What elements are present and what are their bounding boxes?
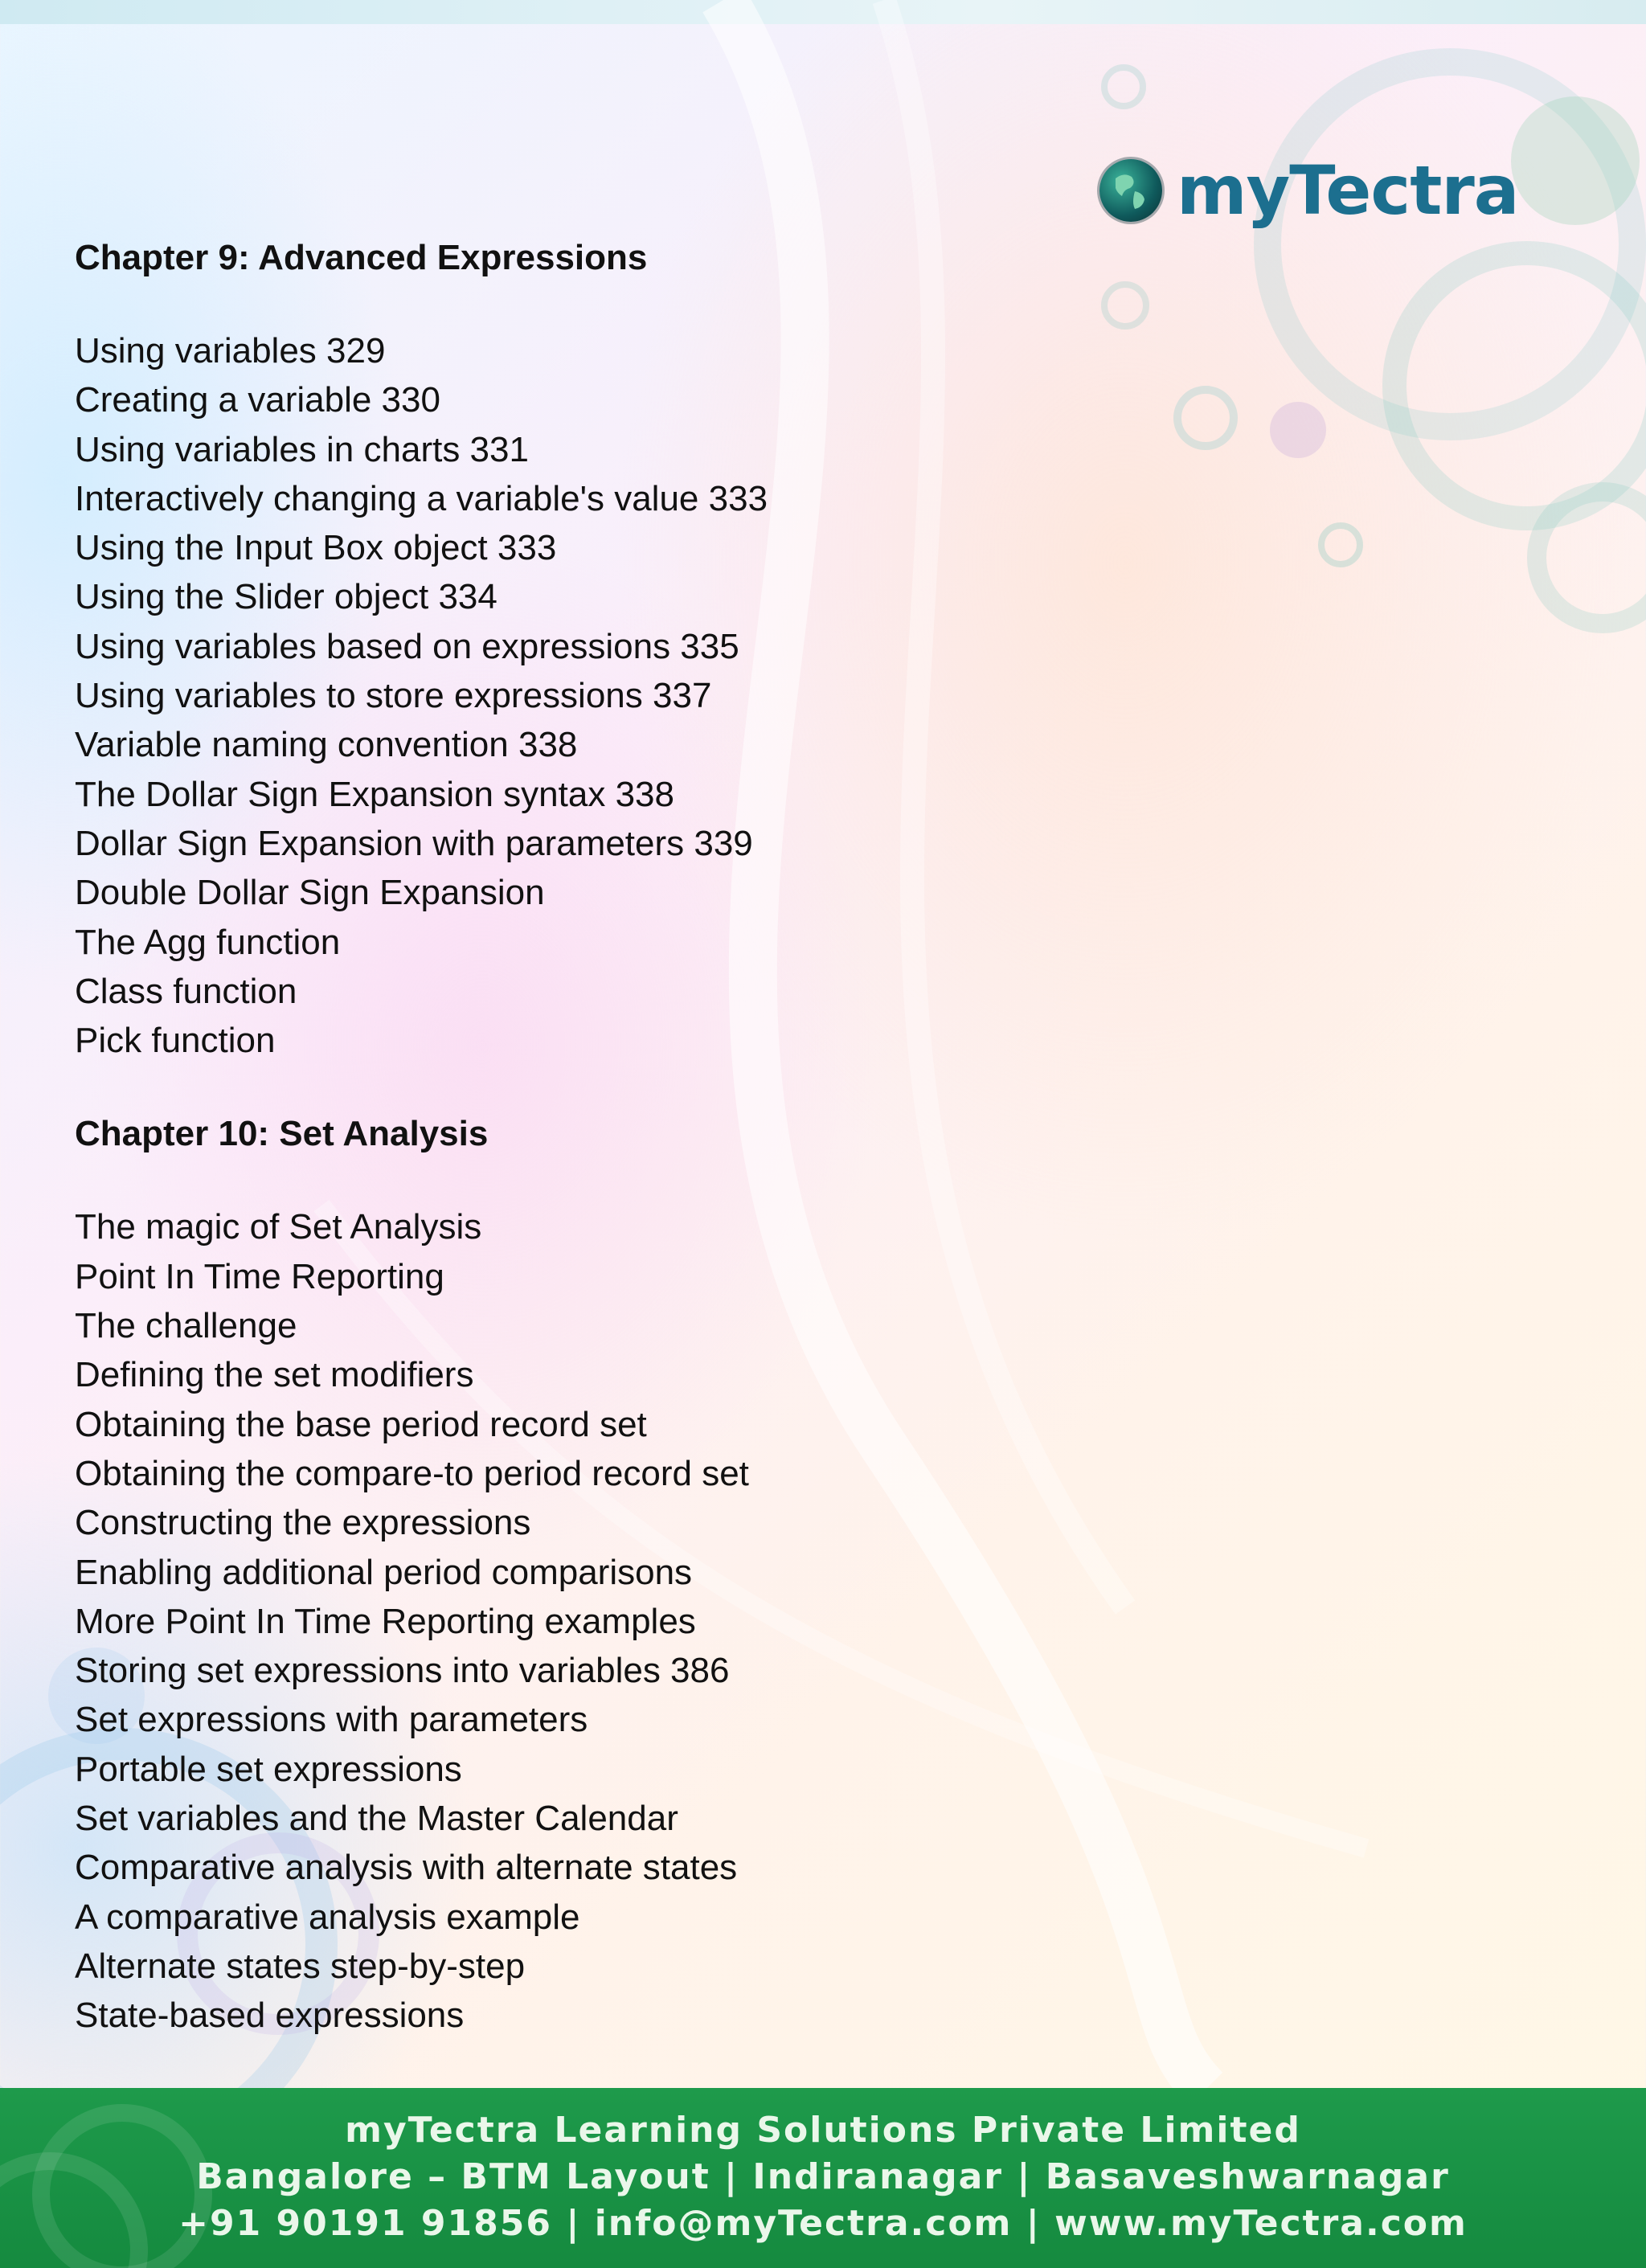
list-item: Variable naming convention 338 xyxy=(75,725,578,765)
list-item: The Agg function xyxy=(75,922,341,962)
list-item: More Point In Time Reporting examples xyxy=(75,1601,696,1641)
list-item: Creating a variable 330 xyxy=(75,380,440,420)
list-item: The Dollar Sign Expansion syntax 338 xyxy=(75,774,674,814)
list-item: Constructing the expressions xyxy=(75,1503,531,1543)
list-item: Pick function xyxy=(75,1021,276,1061)
footer-banner xyxy=(0,2088,1646,2268)
list-item: Using variables in charts 331 xyxy=(75,429,529,469)
mytectra-logo xyxy=(1099,151,1519,230)
list-item: Alternate states step-by-step xyxy=(75,1946,526,1986)
chapter-10-list xyxy=(75,1202,959,2040)
table-of-contents xyxy=(75,233,959,2041)
list-item: The challenge xyxy=(75,1306,297,1346)
list-item: Storing set expressions into variables 386 xyxy=(75,1651,730,1691)
logo-wordmark: myTectra xyxy=(1177,151,1519,230)
list-item: Double Dollar Sign Expansion xyxy=(75,873,545,913)
footer-company: myTectra Learning Solutions Private Limited xyxy=(345,2110,1301,2151)
list-item: The magic of Set Analysis xyxy=(75,1207,482,1247)
footer-contact: +91 90191 91856 | info@myTectra.com | www.myTectra.com xyxy=(178,2203,1468,2244)
chapter-heading: Chapter 10: Set Analysis xyxy=(75,1114,489,1154)
list-item: Set variables and the Master Calendar xyxy=(75,1799,678,1839)
list-item: A comparative analysis example xyxy=(75,1897,580,1937)
list-item: Enabling additional period comparisons xyxy=(75,1552,693,1592)
list-item: Defining the set modifiers xyxy=(75,1355,474,1395)
list-item: Using the Slider object 334 xyxy=(75,577,497,617)
top-strip xyxy=(0,0,1646,24)
chapter-heading: Chapter 9: Advanced Expressions xyxy=(75,238,648,277)
list-item: Using the Input Box object 333 xyxy=(75,528,557,568)
list-item: Obtaining the compare-to period record set xyxy=(75,1453,749,1493)
list-item: Class function xyxy=(75,971,297,1011)
chapter-9-list xyxy=(75,326,959,1065)
list-item: Obtaining the base period record set xyxy=(75,1404,647,1444)
list-item: Using variables 329 xyxy=(75,331,386,370)
list-item: Point In Time Reporting xyxy=(75,1256,444,1296)
list-item: Set expressions with parameters xyxy=(75,1700,588,1740)
list-item: Using variables based on expressions 335 xyxy=(75,626,739,666)
list-item: Comparative analysis with alternate states xyxy=(75,1848,738,1888)
list-item: Portable set expressions xyxy=(75,1749,462,1789)
footer-locations: Bangalore – BTM Layout | Indiranagar | Basaveshwarnagar xyxy=(196,2156,1450,2197)
list-item: State-based expressions xyxy=(75,1996,465,2036)
list-item: Interactively changing a variable's value 333 xyxy=(75,478,768,518)
list-item: Dollar Sign Expansion with parameters 339 xyxy=(75,823,753,863)
list-item: Using variables to store expressions 337 xyxy=(75,676,712,716)
globe-icon xyxy=(1099,159,1162,222)
